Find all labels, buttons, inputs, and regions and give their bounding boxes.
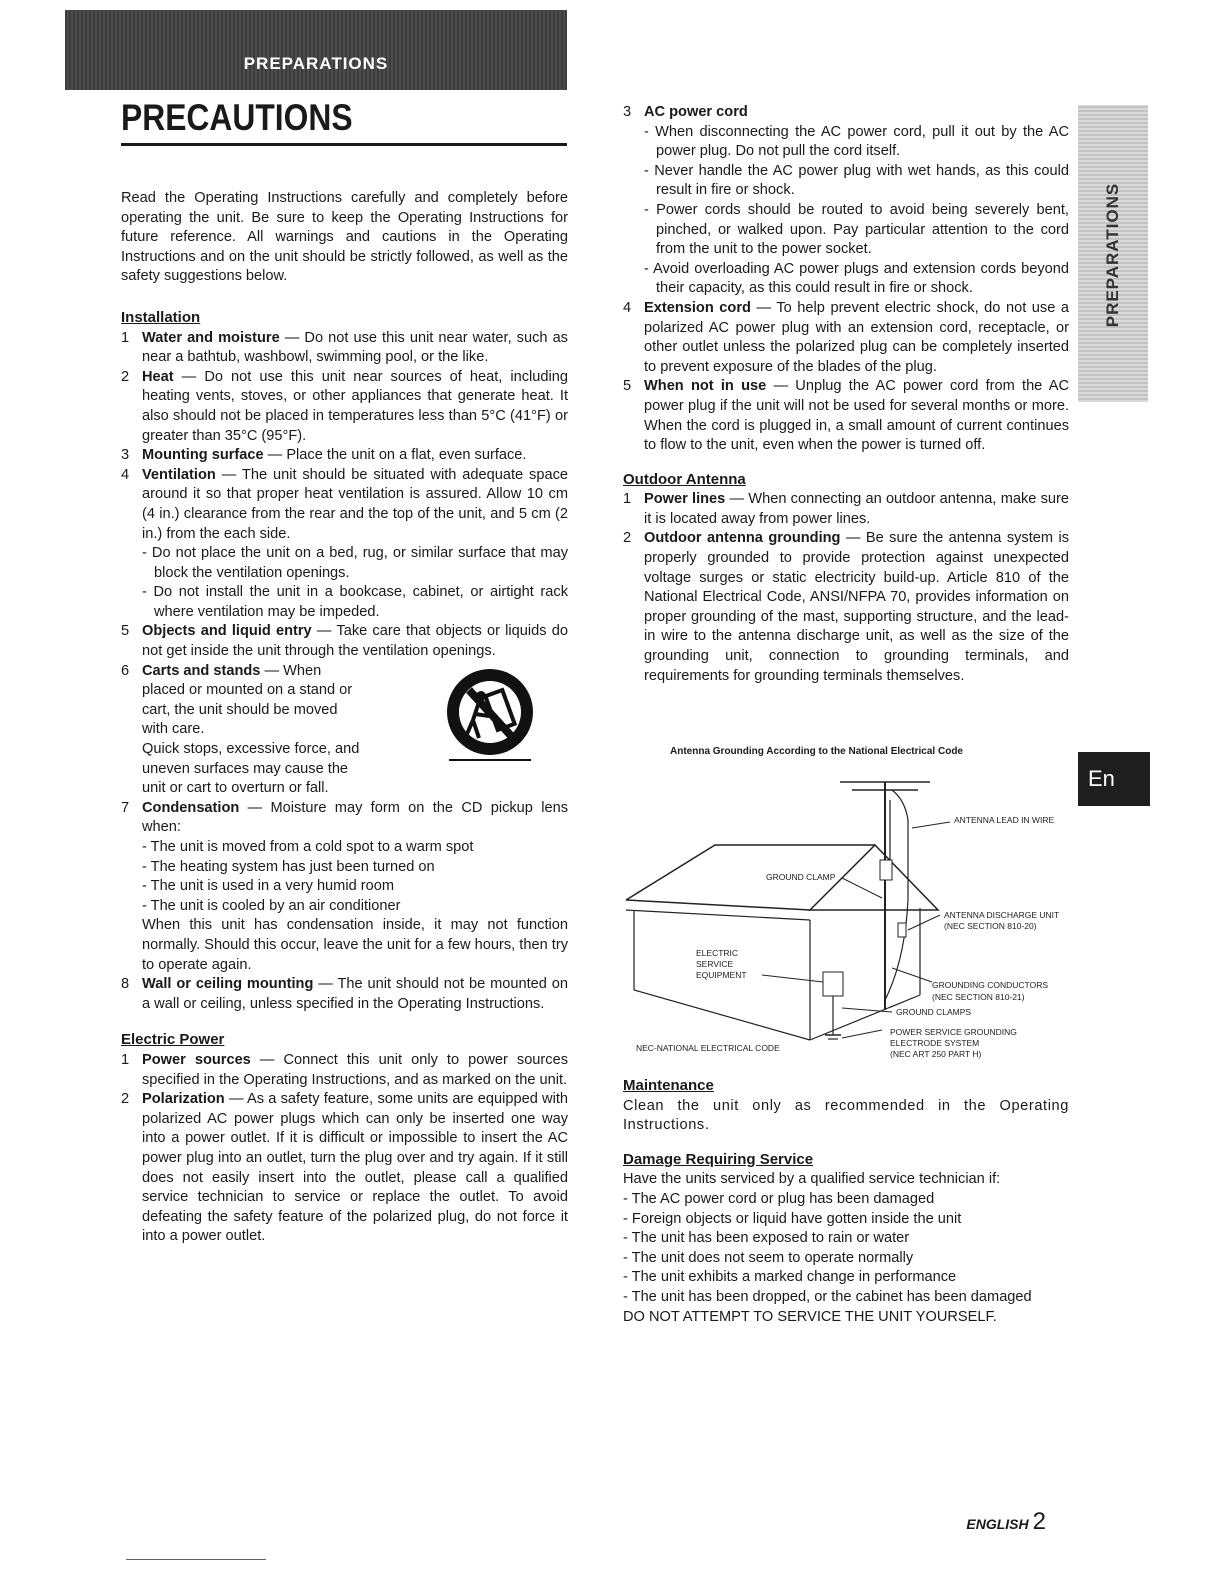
electric-power-heading: Electric Power (121, 1031, 225, 1049)
item-title: Water and moisture (142, 329, 280, 346)
item-title: Outdoor antenna grounding (644, 530, 841, 547)
item-title: Condensation (142, 799, 240, 816)
item-number: 8 (121, 976, 130, 993)
item-note: When this unit has condensation inside, it may not function normally. Should this occur, leave the unit for a few hours, then try to operate again. (142, 917, 568, 973)
label-discharge-section: (NEC SECTION 810-20) (944, 921, 1037, 931)
item-number: 1 (121, 329, 130, 346)
diagram-caption: Antenna Grounding According to the National Electrical Code (670, 746, 963, 757)
item-number: 2 (121, 368, 130, 385)
left-column (121, 189, 568, 1247)
item-number: 5 (121, 623, 130, 640)
item-text: — Unplug the AC power cord from the AC power plug if the unit will not be used for several months or more. When the cord is plugged in, a small amount of current continues to flow to the unit, even when the power is turned off. (644, 378, 1069, 454)
sub-item: - The unit is used in a very humid room (142, 878, 394, 895)
label-ground-clamp: GROUND CLAMP (766, 872, 836, 882)
item-number: 2 (623, 530, 632, 547)
antenna-grounding-diagram (620, 760, 1065, 1070)
language-tab-label: En (1088, 766, 1115, 791)
item-number: 5 (623, 378, 632, 395)
item-title: Power sources (142, 1051, 251, 1068)
item-number: 7 (121, 799, 130, 816)
sub-item: - When disconnecting the AC power cord, pull it out by the AC power plug. Do not pull the cord itself. (644, 123, 1069, 160)
item-text: — Connect this unit only to power sources specified in the Operating Instructions, and as marked on the unit. (142, 1051, 568, 1088)
list-item (121, 329, 568, 368)
page-number: 2 (1032, 1508, 1046, 1535)
label-grounding-conductors: GROUNDING CONDUCTORS (932, 980, 1049, 990)
list-item (121, 466, 568, 623)
item-title: Objects and liquid entry (142, 623, 312, 640)
sub-item: - Never handle the AC power plug with wet hands, as this could result in fire or shock. (644, 162, 1069, 199)
item-text: — When placed or mounted on a stand or cart, the unit should be moved with care. (142, 662, 353, 738)
item-title: Ventilation (142, 466, 216, 483)
list-item (623, 299, 1069, 377)
item-text: — As a safety feature, some units are equipped with polarized AC power plugs which can only be inserted one way into a power outlet. If it is difficult or impossible to insert the AC power plug into an outlet, turn the plug over and try again. If it still does not easily insert into the outlet, please call a qualified service technician to service or replace the outlet. To avoid defeating the safety feature of the polarized plug, do not force it into a power outlet. (142, 1091, 568, 1245)
item-title: When not in use (644, 378, 767, 395)
label-nec-art: (NEC ART 250 PART H) (890, 1049, 982, 1059)
list-item (121, 975, 568, 1014)
item-number: 4 (121, 466, 130, 483)
item-title: Mounting surface (142, 447, 264, 464)
sub-item: - The unit is moved from a cold spot to a warm spot (142, 839, 474, 855)
sub-item: - Power cords should be routed to avoid being severely bent, pinched, or walked upon. Pay particular attention to the cord from the unit to the power socket. (644, 201, 1069, 258)
item-number: 1 (623, 491, 632, 508)
installation-heading: Installation (121, 308, 201, 326)
label-electric: ELECTRIC (696, 948, 739, 958)
item-text: — Do not use this unit near sources of heat, including heating vents, stoves, or other appliances that generate heat. It also should not be placed in temperatures less than 5°C (41°F) or greater than 35°C (95°F). (142, 368, 568, 444)
damage-item: - The unit does not seem to operate normally (623, 1249, 914, 1266)
bottom-rule (126, 1559, 266, 1560)
label-discharge-unit: ANTENNA DISCHARGE UNIT (944, 910, 1060, 920)
list-item (121, 662, 568, 799)
list-item (121, 368, 568, 446)
item-text: — Take care that objects or liquids do not get inside the unit through the ventilation openings. (142, 623, 568, 660)
maintenance-text: Clean the unit only as recommended in the Operating Instructions. (623, 1097, 1069, 1134)
sub-item: - The heating system has just been turned on (142, 858, 435, 875)
sub-item: - Avoid overloading AC power plugs and extension cords beyond their capacity, as this could result in fire or shock. (644, 260, 1069, 297)
item-title: Extension cord (644, 299, 751, 316)
title-rule (121, 143, 567, 146)
sub-item: - Do not install the unit in a bookcase, cabinet, or airtight rack where ventilation may be impeded. (142, 584, 568, 620)
label-service: SERVICE (696, 959, 734, 969)
item-text: — To help prevent electric shock, do not use a polarized AC power plug with an extension cord, receptacle, or other outlet unless the polarized plug can be completely inserted to prevent exposure of the blades of the plug. (644, 299, 1069, 375)
item-number: 3 (623, 104, 632, 120)
damage-item: - The unit has been exposed to rain or water (623, 1230, 910, 1247)
item-text: — The unit should be situated with adequate space around it so that proper heat ventilation is assured. Allow 10 cm (4 in.) clearance from the rear and the top of the unit, and 5 cm (2 in.) from the each side. (142, 466, 568, 542)
item-title: Power lines (644, 491, 726, 508)
item-number: 1 (121, 1051, 130, 1068)
maintenance-heading: Maintenance (623, 1077, 714, 1094)
damage-item: - Foreign objects or liquid have gotten inside the unit (623, 1210, 962, 1227)
list-item (623, 103, 1069, 299)
list-item (121, 446, 568, 466)
damage-heading: Damage Requiring Service (623, 1150, 814, 1168)
item-text: — The unit should not be mounted on a wall or ceiling, unless specified in the Operating Instructions. (142, 976, 568, 1012)
item-number: 6 (121, 662, 130, 679)
label-ground-clamps: GROUND CLAMPS (896, 1007, 972, 1017)
label-grounding-section: (NEC SECTION 810-21) (932, 992, 1025, 1002)
section-banner-label: PREPARATIONS (243, 54, 389, 73)
list-item (121, 1051, 568, 1090)
sub-item: - Do not place the unit on a bed, rug, or similar surface that may block the ventilation openings. (142, 545, 568, 581)
page-footer (966, 1508, 1046, 1536)
lower-right-column (623, 1076, 1069, 1327)
item-text: — Be sure the antenna system is properly grounded to provide protection against unexpected voltage surges or static electricity build-up. Article 810 of the National Electrical Code, ANSI/NFPA 70, provides information on proper grounding of the mast, supporting structure, and the lead-in wire to the antenna discharge unit, as well as the size of the grounding unit, connection to grounding terminals, and requirements for grounding terminals themselves. (644, 530, 1069, 684)
item-number: 3 (121, 447, 130, 464)
right-column (623, 103, 1069, 686)
section-banner (65, 10, 567, 90)
label-equipment: EQUIPMENT (696, 970, 747, 980)
item-text: — When connecting an outdoor antenna, make sure it is located away from power lines. (644, 491, 1069, 527)
damage-item: - The unit has been dropped, or the cabinet has been damaged (623, 1288, 1032, 1305)
list-item (623, 529, 1069, 686)
item-text: — Do not use this unit near water, such as near a bathtub, washbowl, swimming pool, or the like. (142, 329, 568, 366)
language-tab (1078, 752, 1150, 806)
damage-item: - The unit exhibits a marked change in performance (623, 1269, 957, 1286)
list-item (623, 377, 1069, 455)
item-text: — Moisture may form on the CD pickup lens when: (142, 799, 568, 836)
list-item (121, 622, 568, 661)
damage-item: - The AC power cord or plug has been damaged (623, 1190, 935, 1207)
sub-item: - The unit is cooled by an air conditioner (142, 897, 401, 914)
item-number: 4 (623, 299, 632, 316)
footer-language: ENGLISH (966, 1516, 1029, 1532)
item-text-continued: Quick stops, excessive force, and uneven surfaces may cause the unit or cart to overturn or fall. (142, 741, 360, 797)
item-title: Carts and stands (142, 662, 261, 679)
item-title: Polarization (142, 1091, 225, 1108)
item-number: 2 (121, 1091, 130, 1108)
label-nec: NEC-NATIONAL ELECTRICAL CODE (636, 1043, 780, 1053)
label-power-service: POWER SERVICE GROUNDING (890, 1027, 1017, 1037)
item-title: Wall or ceiling mounting (142, 976, 314, 993)
side-section-tab-label: PREPARATIONS (1103, 182, 1122, 328)
label-electrode-system: ELECTRODE SYSTEM (890, 1038, 980, 1048)
list-item (623, 490, 1069, 529)
list-item (121, 799, 568, 975)
page-title: PRECAUTIONS (121, 97, 353, 138)
item-text: — Place the unit on a flat, even surface. (263, 447, 527, 464)
side-section-tab (1078, 105, 1148, 402)
list-item (121, 1090, 568, 1247)
item-title: AC power cord (644, 104, 748, 120)
damage-warning: DO NOT ATTEMPT TO SERVICE THE UNIT YOURSELF. (623, 1308, 997, 1325)
cart-tip-over-warning-icon (439, 662, 541, 766)
damage-intro: Have the units serviced by a qualified service technician if: (623, 1171, 1001, 1188)
outdoor-antenna-heading: Outdoor Antenna (623, 470, 746, 488)
intro-paragraph: Read the Operating Instructions carefully and completely before operating the unit. Be sure to keep the Operating Instructions for future reference. All warnings and cautions in the Operating Instructions and on the unit should be strictly followed, as well as the safety suggestions below. (121, 190, 568, 285)
item-title: Heat (142, 368, 174, 385)
label-antenna-lead-in: ANTENNA LEAD IN WIRE (954, 815, 1055, 825)
